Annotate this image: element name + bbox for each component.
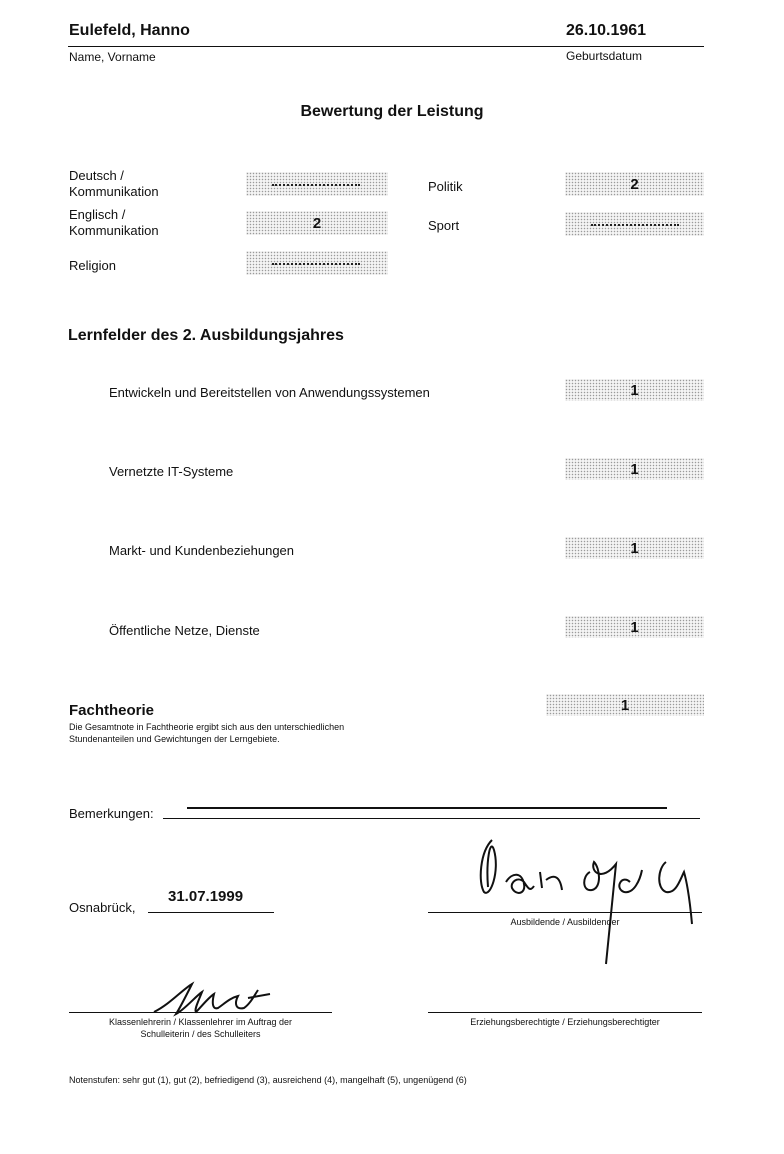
grade-value: 1 (630, 540, 639, 557)
guardian-caption: Erziehungsberechtigte / Erziehungsberechtigter (470, 1017, 660, 1027)
learning-field-label: Vernetzte IT-Systeme (109, 464, 234, 479)
grade-box-religion (246, 251, 388, 275)
grade-box-deutsch (246, 172, 388, 196)
trainer-signature-line (428, 912, 702, 913)
name-label: Name, Vorname (69, 50, 156, 64)
issue-date: 31.07.1999 (168, 888, 244, 905)
teacher-signature-line (69, 1012, 332, 1013)
learning-field-grade-box (565, 537, 704, 559)
grade-value: 2 (630, 176, 639, 193)
learning-field-grade-box (565, 379, 704, 401)
fachtheorie-grade-box (546, 694, 704, 716)
fachtheorie-heading: Fachtheorie (69, 702, 155, 719)
subject-religion-label: Religion (69, 258, 116, 273)
teacher-signature (150, 980, 290, 1020)
performance-heading: Bewertung der Leistung (300, 103, 484, 120)
learning-field-label: Entwickeln und Bereitstellen von Anwendungssystemen (109, 385, 430, 400)
learning-field-label: Öffentliche Netze, Dienste (109, 623, 260, 638)
no-grade-dash (591, 224, 679, 226)
teacher-caption: Klassenlehrerin / Klassenlehrer im Auftrag der Schulleiterin / des Schulleiters (108, 1017, 293, 1039)
grade-value: 1 (630, 619, 639, 636)
grade-box-sport (565, 212, 704, 236)
birthdate-label: Geburtsdatum (566, 49, 643, 63)
no-grade-dash (272, 263, 360, 265)
remarks-label: Bemerkungen: (69, 806, 154, 821)
grade-box-englisch (246, 211, 388, 235)
fachtheorie-note: Die Gesamtnote in Fachtheorie ergibt sich aus den unterschiedlichen Stundenanteilen und Gewichtungen der Lerngebiete. (69, 722, 345, 744)
subject-politik-label: Politik (428, 179, 463, 194)
header-rule (68, 46, 704, 47)
learning-fields-heading: Lernfelder des 2. Ausbildungsjahres (68, 327, 344, 344)
subject-englisch-label: Englisch / Kommunikation (69, 207, 159, 238)
subject-sport-label: Sport (428, 218, 460, 233)
grade-value: 2 (312, 215, 322, 232)
name-value: Eulefeld, Hanno (69, 22, 190, 39)
grade-scale-footer: Notenstufen: sehr gut (1), gut (2), befriedigend (3), ausreichend (4), mangelhaft (5), ungenügend (6) (69, 1075, 467, 1085)
grade-value: 1 (630, 461, 639, 478)
place-label: Osnabrück, (69, 900, 136, 915)
grade-box-politik (565, 172, 704, 196)
remarks-upper-line (187, 807, 667, 809)
grade-value: 1 (630, 382, 639, 399)
date-line (148, 912, 274, 913)
trainer-signature (470, 832, 710, 962)
remarks-line (163, 818, 700, 819)
trainer-caption: Ausbildende / Ausbildender (510, 917, 620, 927)
no-grade-dash (272, 184, 360, 186)
subject-deutsch-label: Deutsch / Kommunikation (69, 168, 159, 199)
learning-field-label: Markt- und Kundenbeziehungen (109, 543, 295, 558)
learning-field-grade-box (565, 616, 704, 638)
birthdate-value: 26.10.1961 (566, 22, 647, 39)
grade-value: 1 (620, 697, 630, 714)
guardian-signature-line (428, 1012, 702, 1013)
learning-field-grade-box (565, 458, 704, 480)
